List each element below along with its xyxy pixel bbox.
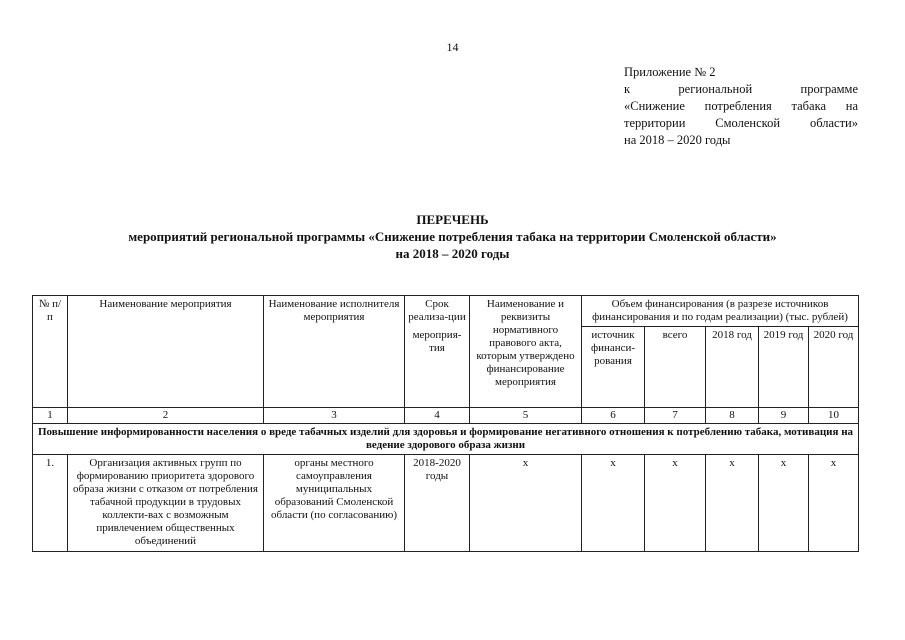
appendix-block — [624, 64, 858, 149]
appendix-line: на 2018 – 2020 годы — [624, 133, 731, 147]
header-funding: Объем финансирования (в разрезе источников финансирования и по годам реализации) (тыс. рублей) — [582, 296, 859, 327]
column-number: 4 — [405, 407, 470, 423]
column-number-row — [33, 407, 859, 423]
row-name: Организация активных групп по формированию приоритета здорового образа жизни с отказом от потребления табачной продукции в трудовых коллекти-вах с возможным привлечением общественных объединений — [68, 454, 264, 551]
header-2019: 2019 год — [759, 327, 809, 408]
title-line: ПЕРЕЧЕНЬ — [416, 212, 489, 227]
header-source: источник финанси-рования — [582, 327, 645, 408]
row-source: х — [582, 454, 645, 551]
row-executor: органы местного самоуправления муниципальных образований Смоленской области (по согласованию) — [264, 454, 405, 551]
column-number: 1 — [33, 407, 68, 423]
header-term-top: Срок реализа-ции — [405, 296, 470, 327]
appendix-line: «Снижение потребления табака на — [624, 99, 858, 113]
column-number: 6 — [582, 407, 645, 423]
section-title: Повышение информированности населения о вреде табачных изделий для здоровья и формирование негативного отношения к потреблению табака, мотивация на ведение здорового образа жизни — [33, 423, 859, 454]
header-num: № п/п — [33, 296, 68, 408]
column-number: 10 — [809, 407, 859, 423]
header-2018: 2018 год — [706, 327, 759, 408]
table-row — [33, 454, 859, 551]
column-number: 2 — [68, 407, 264, 423]
column-number: 5 — [470, 407, 582, 423]
row-num: 1. — [33, 454, 68, 551]
header-total: всего — [645, 327, 706, 408]
title-line: на 2018 – 2020 годы — [395, 246, 510, 261]
header-term-bottom: мероприя-тия — [405, 327, 470, 408]
header-name: Наименование мероприятия — [68, 296, 264, 408]
column-number: 9 — [759, 407, 809, 423]
header-row — [33, 296, 859, 327]
row-total: х — [645, 454, 706, 551]
document-title — [0, 211, 905, 262]
appendix-line: Приложение № 2 — [624, 65, 716, 79]
row-term: 2018-2020 годы — [405, 454, 470, 551]
appendix-line: территории Смоленской области» — [624, 116, 858, 130]
header-executor: Наименование исполнителя мероприятия — [264, 296, 405, 408]
measures-table — [32, 295, 859, 552]
title-line: мероприятий региональной программы «Снижение потребления табака на территории Смоленской области» — [128, 229, 777, 244]
column-number: 3 — [264, 407, 405, 423]
column-number: 8 — [706, 407, 759, 423]
section-row — [33, 423, 859, 454]
row-legal: х — [470, 454, 582, 551]
row-2019: х — [759, 454, 809, 551]
row-2020: х — [809, 454, 859, 551]
header-legal: Наименование и реквизиты нормативного правового акта, которым утверждено финансирование мероприятия — [470, 296, 582, 408]
appendix-line: к региональной программе — [624, 82, 858, 96]
column-number: 7 — [645, 407, 706, 423]
header-2020: 2020 год — [809, 327, 859, 408]
row-2018: х — [706, 454, 759, 551]
page-number: 14 — [446, 40, 459, 54]
